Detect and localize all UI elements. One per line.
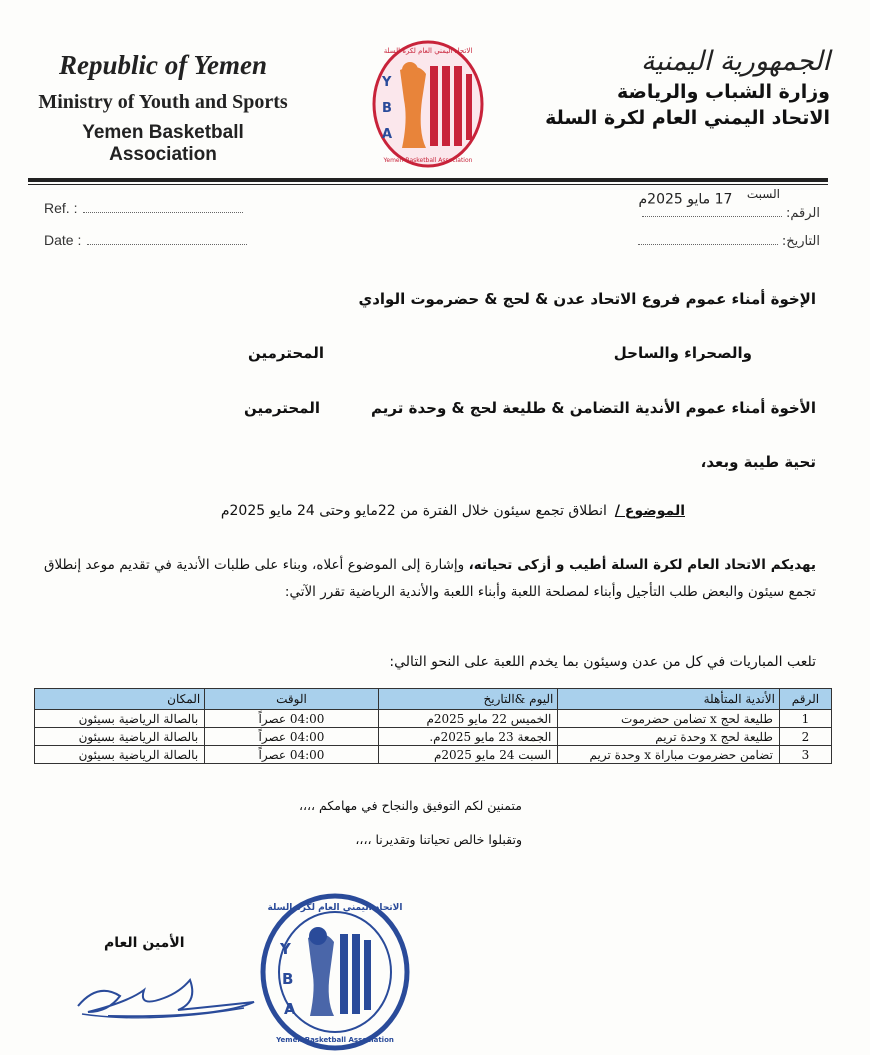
association-name-ar: الاتحاد اليمني العام لكرة السلة <box>545 107 830 129</box>
header-date: اليوم &التاريخ <box>378 689 558 710</box>
ministry-name-ar: وزارة الشباب والرياضة <box>616 81 830 103</box>
table-header-row <box>35 689 832 710</box>
ref-dots-ar <box>642 206 782 217</box>
cell-clubs: طليعة لحج x وحدة تريم <box>558 728 780 746</box>
date-field-ar <box>638 234 820 249</box>
country-name-ar: الجمهورية اليمنية <box>640 46 830 77</box>
header-arabic <box>530 46 830 129</box>
cell-time: 04:00 عصراً <box>205 728 379 746</box>
ref-field-en <box>44 200 243 216</box>
cell-date: السبت 24 مايو 2025م <box>378 746 558 764</box>
cell-venue: بالصالة الرياضية بسيئون <box>35 728 205 746</box>
date-field-en <box>44 232 247 248</box>
body-paragraph <box>44 552 816 606</box>
stamp-letter-a: A <box>284 1000 296 1018</box>
signatory-title: الأمين العام <box>104 935 185 951</box>
subject-label: الموضوع / <box>614 503 685 519</box>
subject-line <box>221 503 685 519</box>
closing-regards: وتقبلوا خالص تحياتنا وتقديرنا ،،،، <box>355 832 522 847</box>
cell-time: 04:00 عصراً <box>205 746 379 764</box>
addressee-line-3: الأخوة أمناء عموم الأندية التضامن & طليعة لحج & وحدة تريم <box>371 399 816 417</box>
header-clubs: الأندية المتأهلة <box>558 689 780 710</box>
stamp-ring-text: الاتحاد اليمني العام لكرة السلة <box>267 903 403 913</box>
cell-number: 1 <box>779 710 831 728</box>
addressee-respect-1: المحترمين <box>248 344 325 362</box>
table-row <box>35 746 832 764</box>
body-opening: يهديكم الاتحاد العام لكرة السلة أطيب و أزكى تحياته، <box>468 557 816 573</box>
ref-label-ar: الرقم: <box>786 206 820 221</box>
cell-clubs: طليعة لحج x تضامن حضرموت <box>558 710 780 728</box>
country-name-en: Republic of Yemen <box>59 50 267 80</box>
addressee-line-2: والصحراء والساحل <box>613 344 752 362</box>
table-row <box>35 728 832 746</box>
subject-text: انطلاق تجمع سيئون خلال الفترة من 22مايو وحتى 24 مايو 2025م <box>220 503 607 519</box>
logo-letter-a: A <box>382 127 393 142</box>
logo-ring-text: الاتحاد اليمني العام لكرة السلة <box>383 47 473 55</box>
association-stamp <box>258 892 413 1052</box>
association-name-en: Yemen Basketball Association <box>82 122 244 165</box>
closing-wish: متمنين لكم التوفيق والنجاح في مهامكم ،،،، <box>298 798 522 813</box>
logo-bottom-text: Yemen Basketball Association <box>383 157 473 164</box>
cell-venue: بالصالة الرياضية بسيئون <box>35 746 205 764</box>
logo-letter-y: Y <box>382 75 392 90</box>
matches-table <box>34 688 832 764</box>
cell-date: الخميس 22 مايو 2025م <box>378 710 558 728</box>
header-time: الوقت <box>205 689 379 710</box>
association-logo <box>370 40 485 170</box>
cell-date: الجمعة 23 مايو 2025م. <box>378 728 558 746</box>
stamp-bottom-text: Yemen Basketball Association <box>276 1036 394 1044</box>
greeting: تحية طيبة وبعد، <box>700 453 816 471</box>
ref-dots <box>83 202 243 213</box>
header-divider-thin <box>28 184 828 185</box>
table-row <box>35 710 832 728</box>
matches-intro: تلعب المباريات في كل من عدن وسيئون بما يخدم اللعبة على النحو التالي: <box>389 654 816 670</box>
cell-clubs: تضامن حضرموت مباراة x وحدة تريم <box>558 746 780 764</box>
header-english <box>28 50 298 166</box>
cell-time: 04:00 عصراً <box>205 710 379 728</box>
logo-letter-b: B <box>382 101 392 116</box>
cell-venue: بالصالة الرياضية بسيئون <box>35 710 205 728</box>
addressee-respect-2: المحترمين <box>244 399 321 417</box>
date-label-ar: التاريخ: <box>781 234 820 249</box>
stamp-letter-b: B <box>282 970 294 988</box>
cell-number: 3 <box>779 746 831 764</box>
letter-date <box>639 187 781 208</box>
header-divider-thick <box>28 178 828 182</box>
date-label-en: Date : <box>44 232 82 248</box>
letter-day: السبت <box>746 187 780 201</box>
ministry-name-en: Ministry of Youth and Sports <box>38 91 288 113</box>
ref-field-ar <box>642 206 820 221</box>
header-number: الرقم <box>779 689 831 710</box>
addressee-line-1: الإخوة أمناء عموم فروع الاتحاد عدن & لحج & حضرموت الوادي <box>358 290 816 308</box>
letter-date-value: 17 مايو 2025م <box>638 191 733 208</box>
body-text: وإشارة إلى الموضوع أعلاه، وبناء على طلبات الأندية في تقديم موعد إنطلاق تجمع سيئون والبعض طلب التأجيل وأبناء لمصلحة اللعبة وأبناء اللعبة والأندية الرياضية تقرر الآتي: <box>44 557 816 600</box>
header-venue: المكان <box>35 689 205 710</box>
date-dots-ar <box>638 234 778 245</box>
date-dots <box>87 234 247 245</box>
stamp-letter-y: Y <box>280 940 291 958</box>
cell-number: 2 <box>779 728 831 746</box>
handwritten-signature <box>68 962 258 1032</box>
ref-label-en: Ref. : <box>44 200 78 216</box>
